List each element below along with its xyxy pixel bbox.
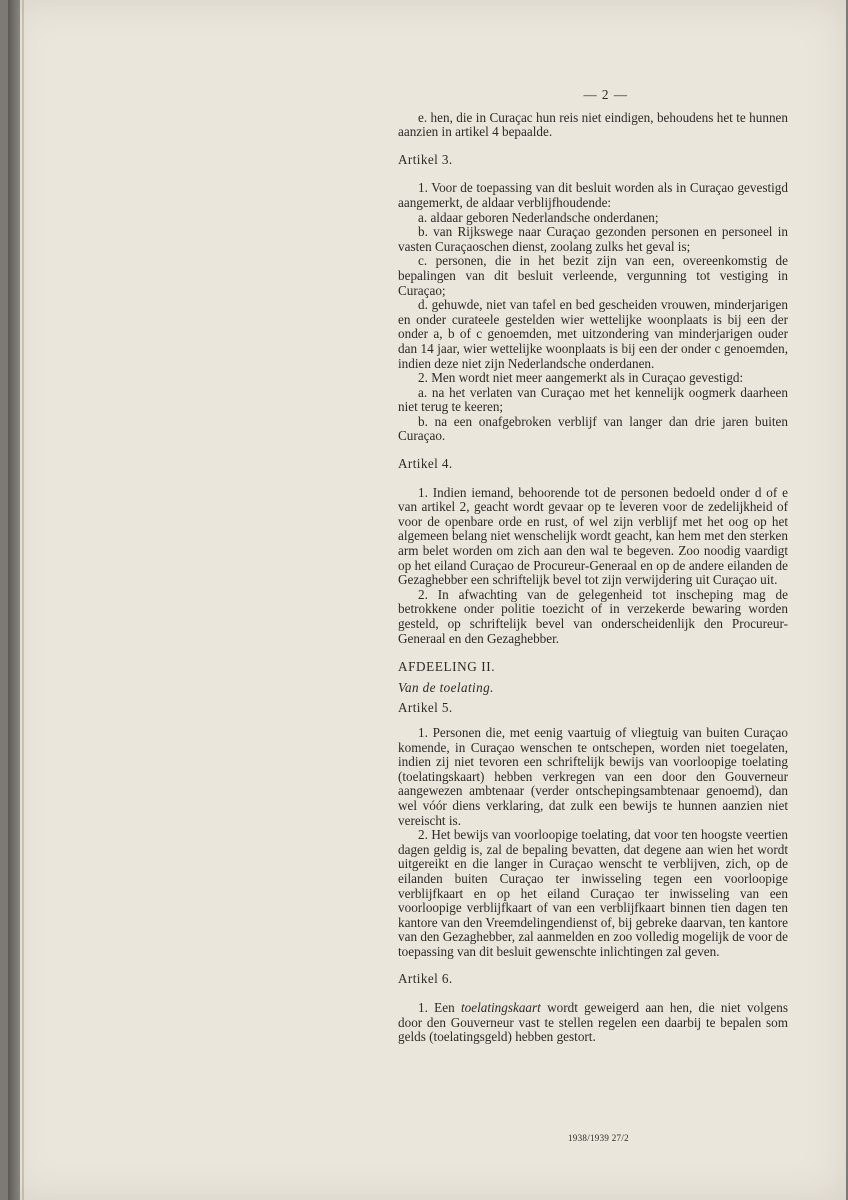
- artikel-6-para: [398, 1001, 788, 1045]
- text-column: [398, 88, 788, 1045]
- artikel-3-para: a. na het verlaten van Curaçao met het kennelijk oogmerk daarheen niet terug te keeren;: [398, 384, 788, 415]
- page-number: — 2 —: [583, 87, 628, 102]
- page-binding-edge: [8, 0, 20, 1200]
- artikel-3-heading: Artikel 3.: [398, 151, 453, 167]
- artikel-3-para: d. gehuwde, niet van tafel en bed gescheiden vrouwen, minderjarigen en onder curateele gestelden wier wettelijke woonplaats is bij een der onder a, b of c genoemden, met uitzondering van minderjarigen ouder dan 14 jaar, wier wettelijke woonplaats is bij een der onder c genoemden, indien deze niet zijn Nederlandsche onderdanen.: [398, 297, 788, 371]
- artikel-6-rest: wordt geweigerd aan hen, die niet volgens door den Gouverneur vast te stellen regelen een daarbij te bepalen som gelds (toelatingsgeld) hebben gestort.: [398, 1000, 788, 1045]
- artikel-3-para: c. personen, die in het bezit zijn van een, overeenkomstig de bepalingen van dit besluit verleende, vergunning tot vestiging in Curaçao;: [398, 253, 788, 298]
- artikel-6-term: toelatingskaart: [460, 1000, 541, 1016]
- artikel-4-para: 2. In afwachting van de gelegenheid tot inscheping mag de betrokkene onder politie toezicht of in verzekerde bewaring worden gesteld, op schriftelijk bevel van onderscheidenlijk den Procureur-Generaal en den Gezaghebber.: [398, 586, 788, 646]
- footer-code: 1938/1939 27/2: [568, 1133, 629, 1143]
- artikel-3-para: 1. Voor de toepassing van dit besluit worden als in Curaçao gevestigd aangemerkt, de aldaar verblijfhoudende:: [398, 180, 788, 210]
- artikel-6-prefix: 1. Een: [418, 1000, 461, 1016]
- artikel-5-para: 1. Personen die, met eenig vaartuig of vliegtuig van buiten Curaçao komende, in Curaçao wenschen te ontschepen, worden niet toegelaten, indien zij niet tevoren een schriftelijk bewijs van voorloopige toelating (toelatingskaart) hebben verkregen van een door den Gouverneur aangewezen ambtenaar (verder ontschepingsambtenaar genoemd), dan wel vóór diens verklaring, dat zulk een bewijs te hunnen aanzien niet vereischt is.: [398, 724, 788, 828]
- document-page: [8, 0, 846, 1200]
- artikel-3-para: b. na een onafgebroken verblijf van langer dan drie jaren buiten Curaçao.: [398, 413, 788, 444]
- intro-paragraph: e. hen, die in Curaçac hun reis niet eindigen, behoudens het te hunnen aanzien in artikel 4 bepaalde.: [398, 109, 788, 140]
- artikel-3-para: 2. Men wordt niet meer aangemerkt als in Curaçao gevestigd:: [418, 370, 744, 386]
- artikel-3-para: a. aldaar geboren Nederlandsche onderdanen;: [418, 209, 659, 225]
- artikel-5-heading: Artikel 5.: [398, 700, 453, 716]
- artikel-4-heading: Artikel 4.: [398, 456, 453, 472]
- afdeeling-subtitle: Van de toelating.: [398, 679, 494, 695]
- afdeeling-heading: AFDEELING II.: [398, 659, 496, 675]
- artikel-5-para: 2. Het bewijs van voorloopige toelating, dat voor ten hoogste veertien dagen geldig is, zal de bepaling bevatten, dat degene aan wien het wordt uitgereikt en die langer in Curaçao wenscht te verblijven, zich, op de eilanden buiten Curaçao ter inwisseling tegen een voorloopige verblijfkaart en op het eiland Curaçao ter inwisseling van een voorloopige verblijfkaart of van een verblijfkaart binnen tien dagen ten kantore van den Vreemdelingendienst of, bij gebreke daarvan, ten kantore van den Gezaghebber, zal aanmelden en zoo volledig mogelijk de voor de toepassing van dit besluit gewenschte inlichtingen zal geven.: [398, 827, 788, 959]
- page-fold-line: [22, 0, 24, 1200]
- artikel-3-para: b. van Rijkswege naar Curaçao gezonden personen en personeel in vasten Curaçaoschen dienst, zoolang zulks het geval is;: [398, 224, 788, 254]
- artikel-4-para: 1. Indien iemand, behoorende tot de personen bedoeld onder d of e van artikel 2, geacht wordt gevaar op te leveren voor de zedelijkheid of voor de openbare orde en rust, of wel zijn verblijf met het oog op het algemeen belang niet wenschelijk wordt geacht, kan hem met den sterken arm belet worden om zich aan den wal te begeven. Zoo noodig vaardigt op het eiland Curaçao de Procureur-Generaal en op de andere eilanden de Gezaghebber een schriftelijk bevel tot zijn verwijdering uit Curaçao uit.: [398, 484, 788, 588]
- artikel-6-heading: Artikel 6.: [398, 971, 453, 987]
